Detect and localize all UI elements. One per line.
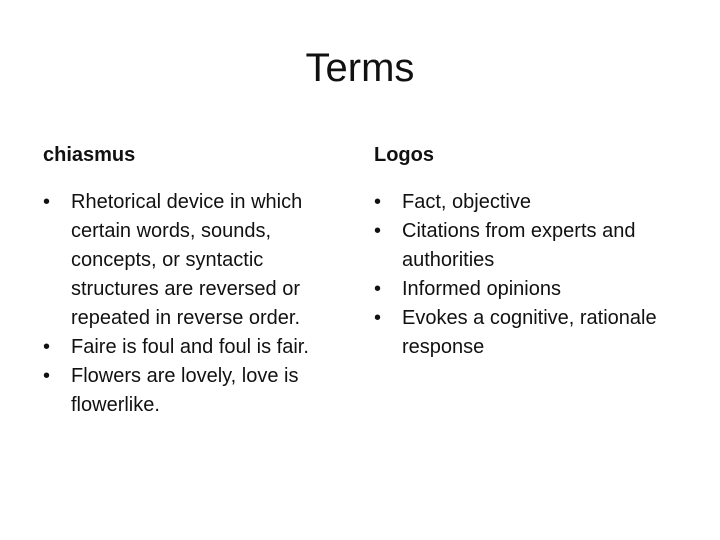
bullet-text: Citations from experts and authorities — [402, 220, 636, 271]
list-item — [43, 362, 343, 420]
list-item — [374, 275, 674, 304]
list-item — [374, 188, 674, 217]
right-column-heading: Logos — [374, 144, 434, 166]
left-column-heading: chiasmus — [43, 144, 136, 166]
bullet-icon: • — [374, 191, 382, 213]
right-column — [374, 141, 674, 362]
bullet-icon: • — [374, 220, 382, 242]
bullet-icon: • — [374, 307, 382, 329]
left-bullet-list — [43, 188, 343, 420]
bullet-icon: • — [43, 191, 51, 213]
bullet-icon: • — [374, 278, 382, 300]
bullet-icon: • — [43, 365, 51, 387]
right-bullet-list — [374, 188, 674, 362]
slide-title: Terms — [305, 46, 415, 90]
bullet-text: Flowers are lovely, love is flowerlike. — [71, 365, 299, 416]
bullet-text: Informed opinions — [402, 278, 561, 300]
list-item — [374, 304, 674, 362]
list-item — [43, 333, 343, 362]
list-item — [374, 217, 674, 275]
list-item — [43, 188, 343, 333]
bullet-text: Evokes a cognitive, rationale response — [402, 307, 657, 358]
left-column — [43, 141, 343, 420]
bullet-text: Fact, objective — [402, 191, 531, 213]
bullet-text: Faire is foul and foul is fair. — [71, 336, 309, 358]
bullet-text: Rhetorical device in which certain words, sounds, concepts, or syntactic structures are reversed or repeated in reverse order. — [71, 191, 303, 329]
bullet-icon: • — [43, 336, 51, 358]
